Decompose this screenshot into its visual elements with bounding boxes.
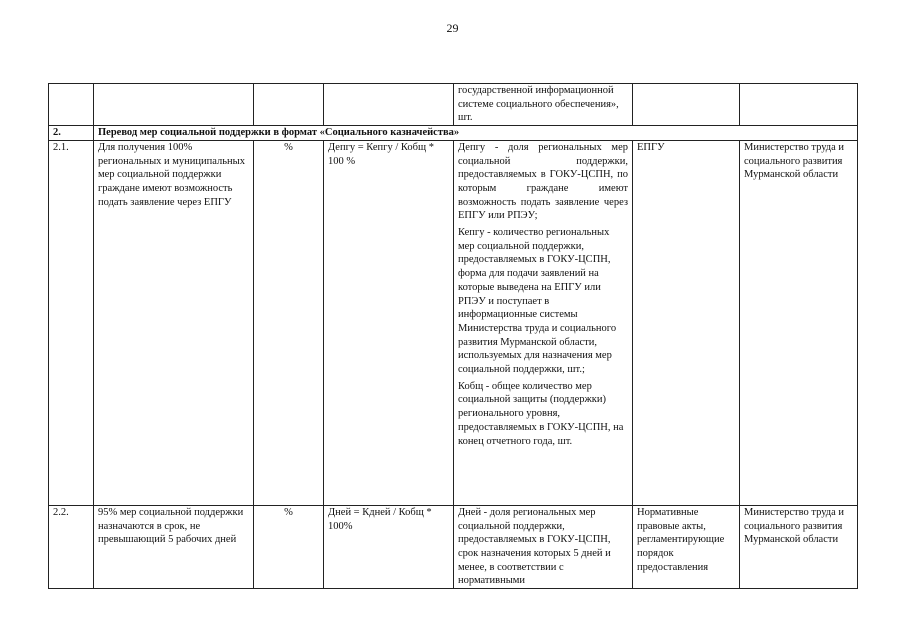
section-header-row xyxy=(49,126,858,141)
measures-table xyxy=(48,83,858,589)
section-number: 2. xyxy=(49,126,94,141)
cell-unit: % xyxy=(254,505,324,588)
section-title: Перевод мер социальной поддержки в формат «Социального казначейства» xyxy=(94,126,858,141)
cell-formula: Дней = Кдней / Кобщ * 100% xyxy=(324,505,454,588)
cell-source: ЕПГУ xyxy=(633,140,740,505)
cell-indicator xyxy=(94,84,254,126)
table-row-continuation xyxy=(49,84,858,126)
method-paragraph: Кобщ - общее количество мер социальной защиты (поддержки) регионального уровня, предоставляемых в ГОКУ-ЦСПН, на конец отчетного года, шт. xyxy=(458,380,624,447)
method-paragraph: Депгу - доля региональных мер социальной поддержки, предоставляемых в ГОКУ-ЦСПН, по которым граждане имеют возможность подать заявление через ЕПГУ или РПЭУ; xyxy=(458,141,628,222)
cell-unit: % xyxy=(254,140,324,505)
cell-method xyxy=(454,505,633,588)
page-number: 29 xyxy=(446,21,459,35)
cell-method xyxy=(454,84,633,126)
cell-responsible xyxy=(740,84,858,126)
cell-responsible: Министерство труда и социального развития Мурманской области xyxy=(740,140,858,505)
cell-source xyxy=(633,84,740,126)
table-row-2-1 xyxy=(49,140,858,505)
cell-formula: Депгу = Кепгу / Кобщ * 100 % xyxy=(324,140,454,505)
cell-unit xyxy=(254,84,324,126)
cell-num: 2.2. xyxy=(49,505,94,588)
cell-num: 2.1. xyxy=(49,140,94,505)
method-paragraph: Кепгу - количество региональных мер социальной поддержки, предоставляемых в ГОКУ-ЦСПН, форма для подачи заявлений на которые выведена на ЕПГУ или РПЭУ и поступает в информационные системы Министерства труда и социального развития Мурманской области, используемых для назначения мер социальной поддержки, шт.; xyxy=(458,227,617,376)
cell-source: Нормативные правовые акты, регламентирующие порядок предоставления xyxy=(633,505,740,588)
cell-method xyxy=(454,140,633,505)
cell-indicator: Для получения 100% региональных и муниципальных мер социальной поддержки граждане имеют возможность подать заявление через ЕПГУ xyxy=(94,140,254,505)
table-row-2-2 xyxy=(49,505,858,588)
cell-num xyxy=(49,84,94,126)
cell-indicator: 95% мер социальной поддержки назначаются в срок, не превышающий 5 рабочих дней xyxy=(94,505,254,588)
method-text: государственной информационной системе социального обеспечения», шт. xyxy=(458,85,619,124)
cell-formula xyxy=(324,84,454,126)
method-paragraph: Дней - доля региональных мер социальной поддержки, предоставляемых в ГОКУ-ЦСПН, срок назначения которых 5 дней и менее, в соответствии с нормативными xyxy=(458,506,611,587)
cell-responsible: Министерство труда и социального развития Мурманской области xyxy=(740,505,858,588)
